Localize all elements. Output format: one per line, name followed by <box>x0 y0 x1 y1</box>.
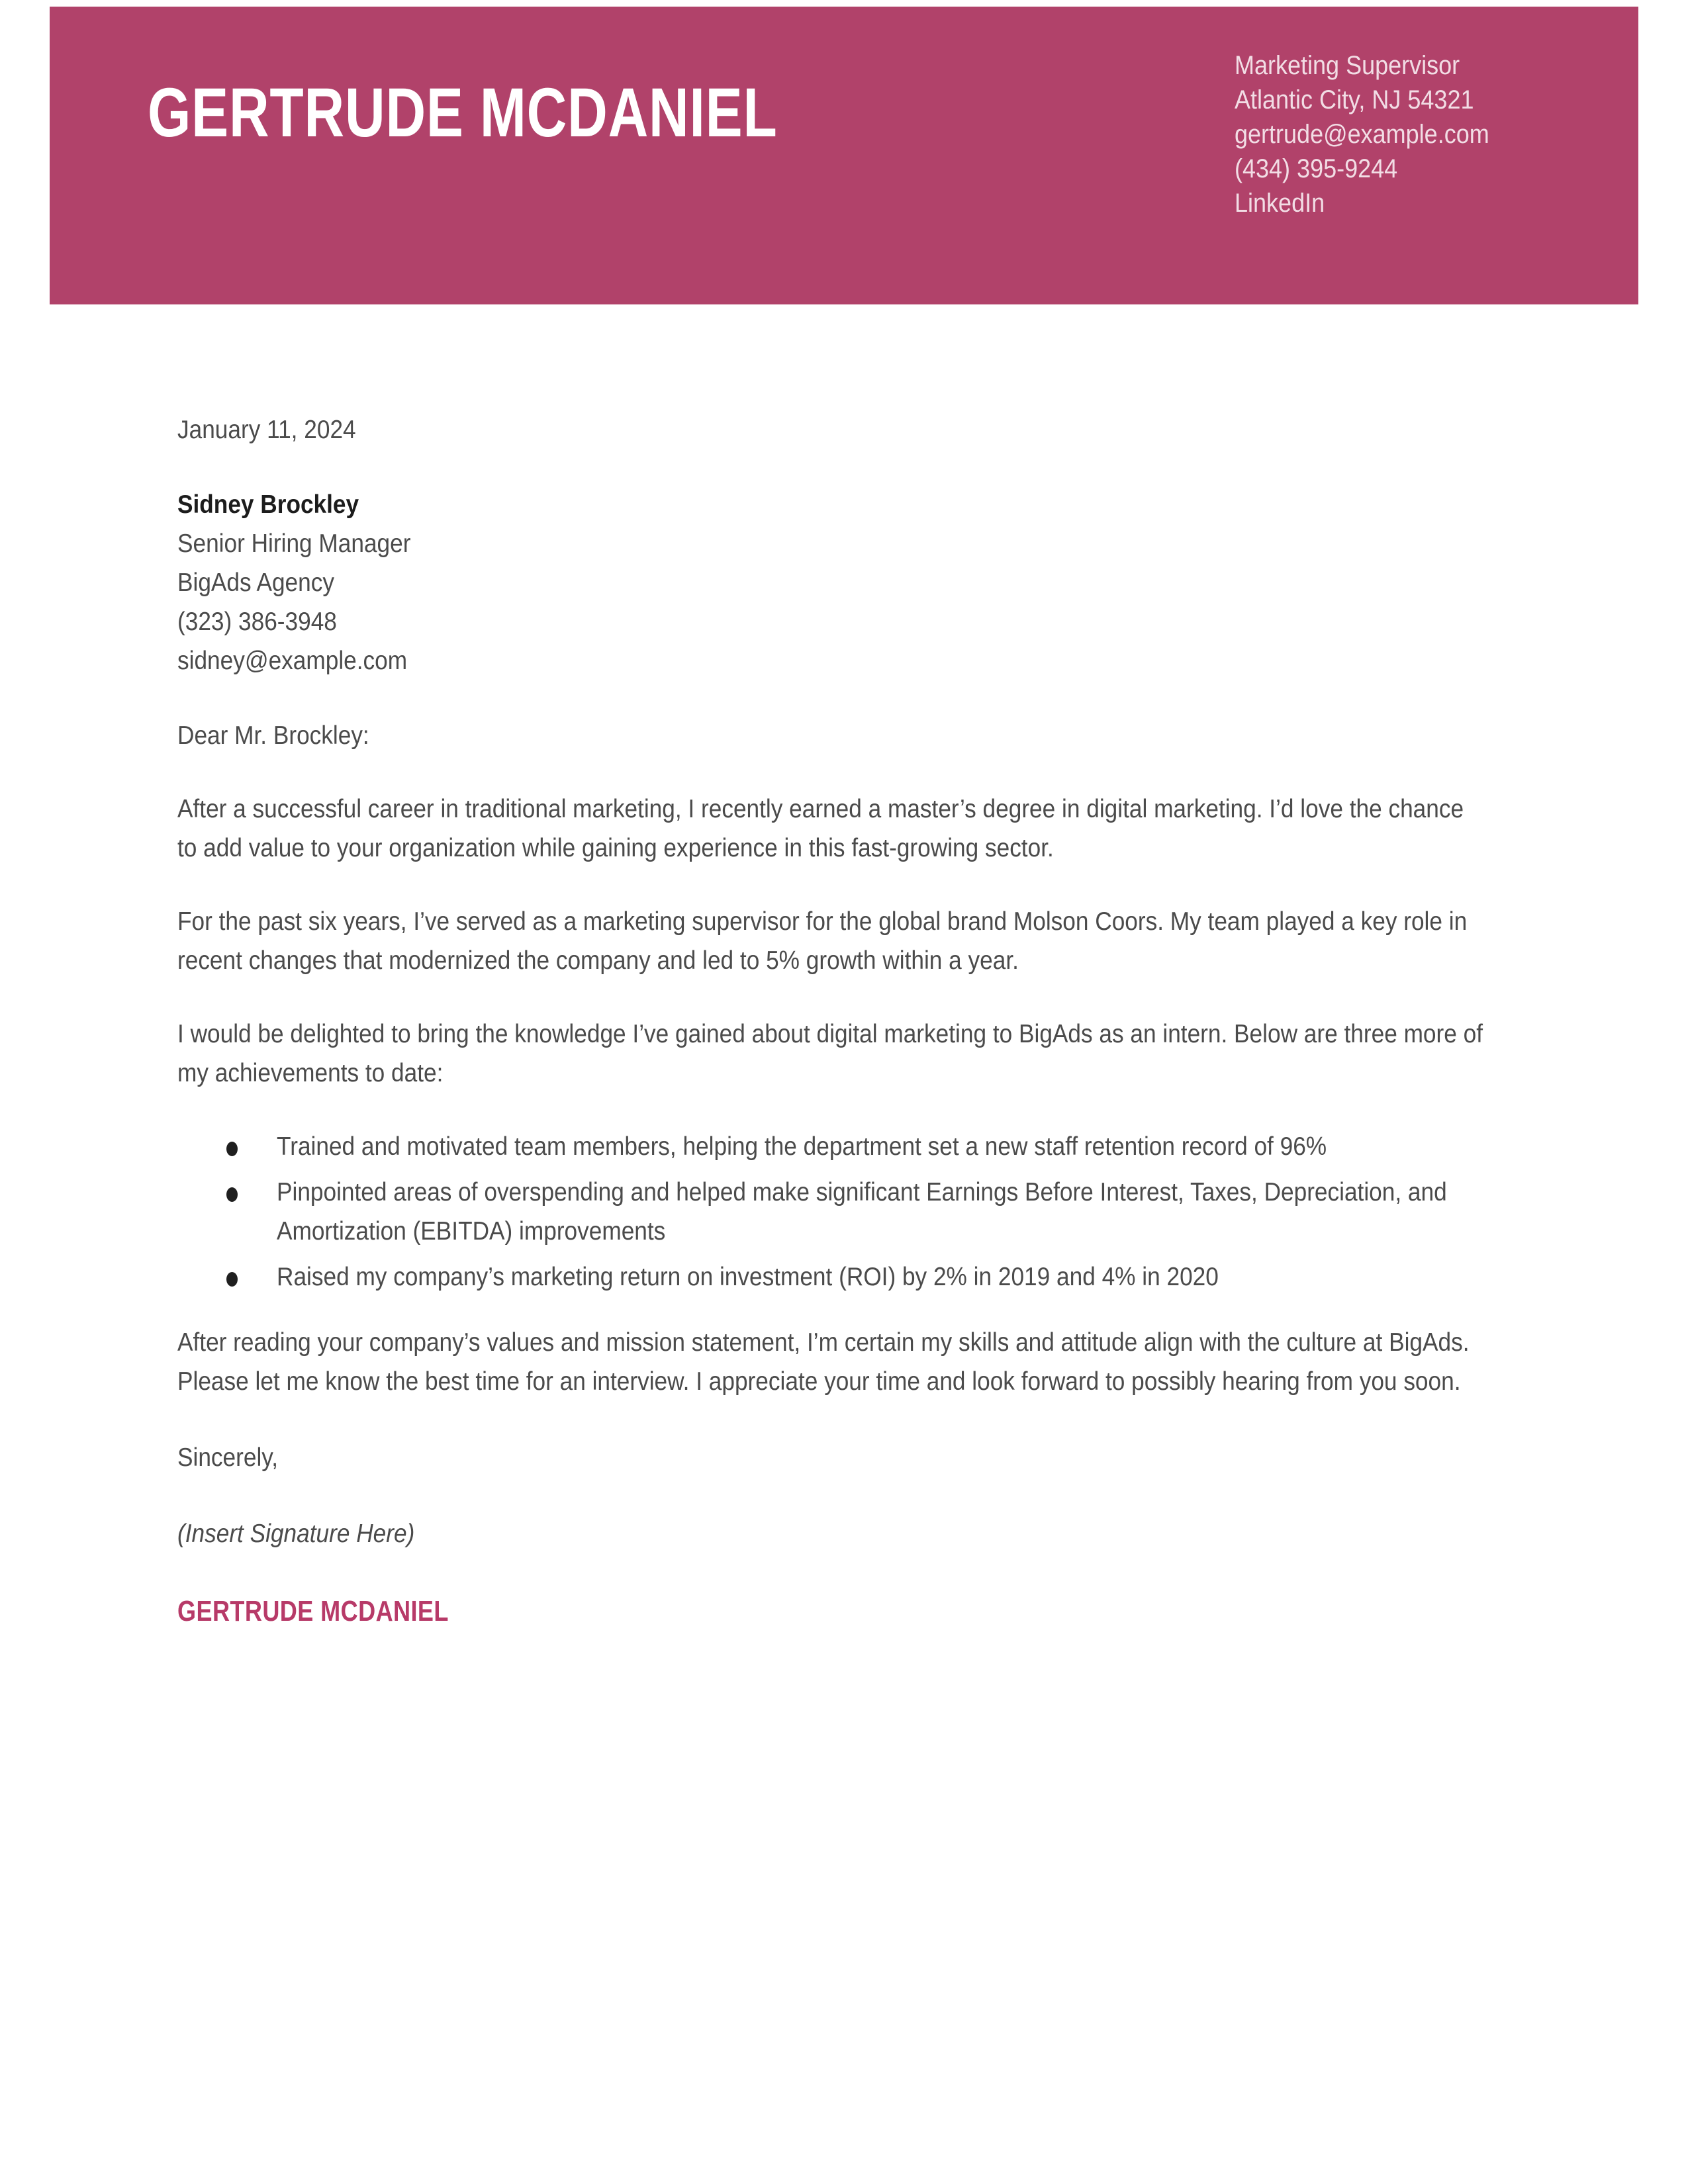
signature-placeholder-text: (Insert Signature Here) <box>177 1520 415 1548</box>
sign-off-text: Sincerely, <box>177 1443 279 1472</box>
signature-placeholder <box>177 1514 1485 1553</box>
body-paragraph-1-text: After a successful career in traditional marketing, I recently earned a master’s degree in digital marketing. I’d love the chance to add value to your organization while gaining experience in this fast-growing sector. <box>177 795 1464 862</box>
contact-block <box>1235 48 1489 220</box>
body-paragraph-2 <box>177 902 1485 980</box>
list-item <box>177 1257 1485 1297</box>
contact-email[interactable]: gertrude@example.com <box>1235 120 1489 149</box>
bullet-dot-icon <box>226 1142 238 1156</box>
contact-linkedin-link[interactable]: LinkedIn <box>1235 189 1325 218</box>
header-band <box>50 7 1638 304</box>
achievement-text: Pinpointed areas of overspending and helped make significant Earnings Before Interest, Taxes, Depreciation, and Amortization (EBITDA) improvements <box>277 1178 1447 1246</box>
achievement-text: Raised my company’s marketing return on investment (ROI) by 2% in 2019 and 4% in 2020 <box>277 1263 1219 1291</box>
salutation-text: Dear Mr. Brockley: <box>177 721 369 750</box>
list-item <box>177 1173 1485 1251</box>
recipient-block <box>177 485 1485 680</box>
body-paragraph-3-text: I would be delighted to bring the knowledge I’ve gained about digital marketing to BigAds as an intern. Below are three more of my achievements to date: <box>177 1020 1483 1087</box>
body-paragraph-2-text: For the past six years, I’ve served as a marketing supervisor for the global brand Molson Coors. My team played a key role in recent changes that modernized the company and led to 5% growth within a year. <box>177 907 1468 975</box>
closing-paragraph <box>177 1323 1485 1401</box>
sign-off <box>177 1438 1485 1477</box>
contact-phone[interactable]: (434) 395-9244 <box>1235 154 1398 183</box>
letter-body <box>177 410 1485 1631</box>
body-paragraph-1 <box>177 790 1485 868</box>
recipient-title: Senior Hiring Manager <box>177 529 411 558</box>
closing-paragraph-text: After reading your company’s values and mission statement, I’m certain my skills and attitude align with the culture at BigAds. Please let me know the best time for an interview. I appreciate your time and look forward to possibly hearing from you soon. <box>177 1328 1470 1396</box>
contact-location: Atlantic City, NJ 54321 <box>1235 85 1474 114</box>
contact-job-title: Marketing Supervisor <box>1235 51 1460 80</box>
recipient-email: sidney@example.com <box>177 647 408 675</box>
recipient-company: BigAds Agency <box>177 569 334 597</box>
bullet-dot-icon <box>226 1272 238 1287</box>
list-item <box>177 1127 1485 1166</box>
bullet-dot-icon <box>226 1187 238 1202</box>
achievement-text: Trained and motivated team members, helping the department set a new staff retention record of 96% <box>277 1132 1327 1161</box>
signature-name-text: GERTRUDE MCDANIEL <box>177 1595 449 1627</box>
recipient-phone: (323) 386-3948 <box>177 608 337 636</box>
body-paragraph-3 <box>177 1015 1485 1093</box>
achievements-list <box>177 1127 1485 1297</box>
letter-date-text: January 11, 2024 <box>177 416 356 444</box>
signature-name <box>177 1592 1485 1631</box>
salutation <box>177 716 1485 755</box>
page-title: GERTRUDE MCDANIEL <box>148 74 778 152</box>
letter-date <box>177 410 1485 449</box>
recipient-name: Sidney Brockley <box>177 490 359 519</box>
